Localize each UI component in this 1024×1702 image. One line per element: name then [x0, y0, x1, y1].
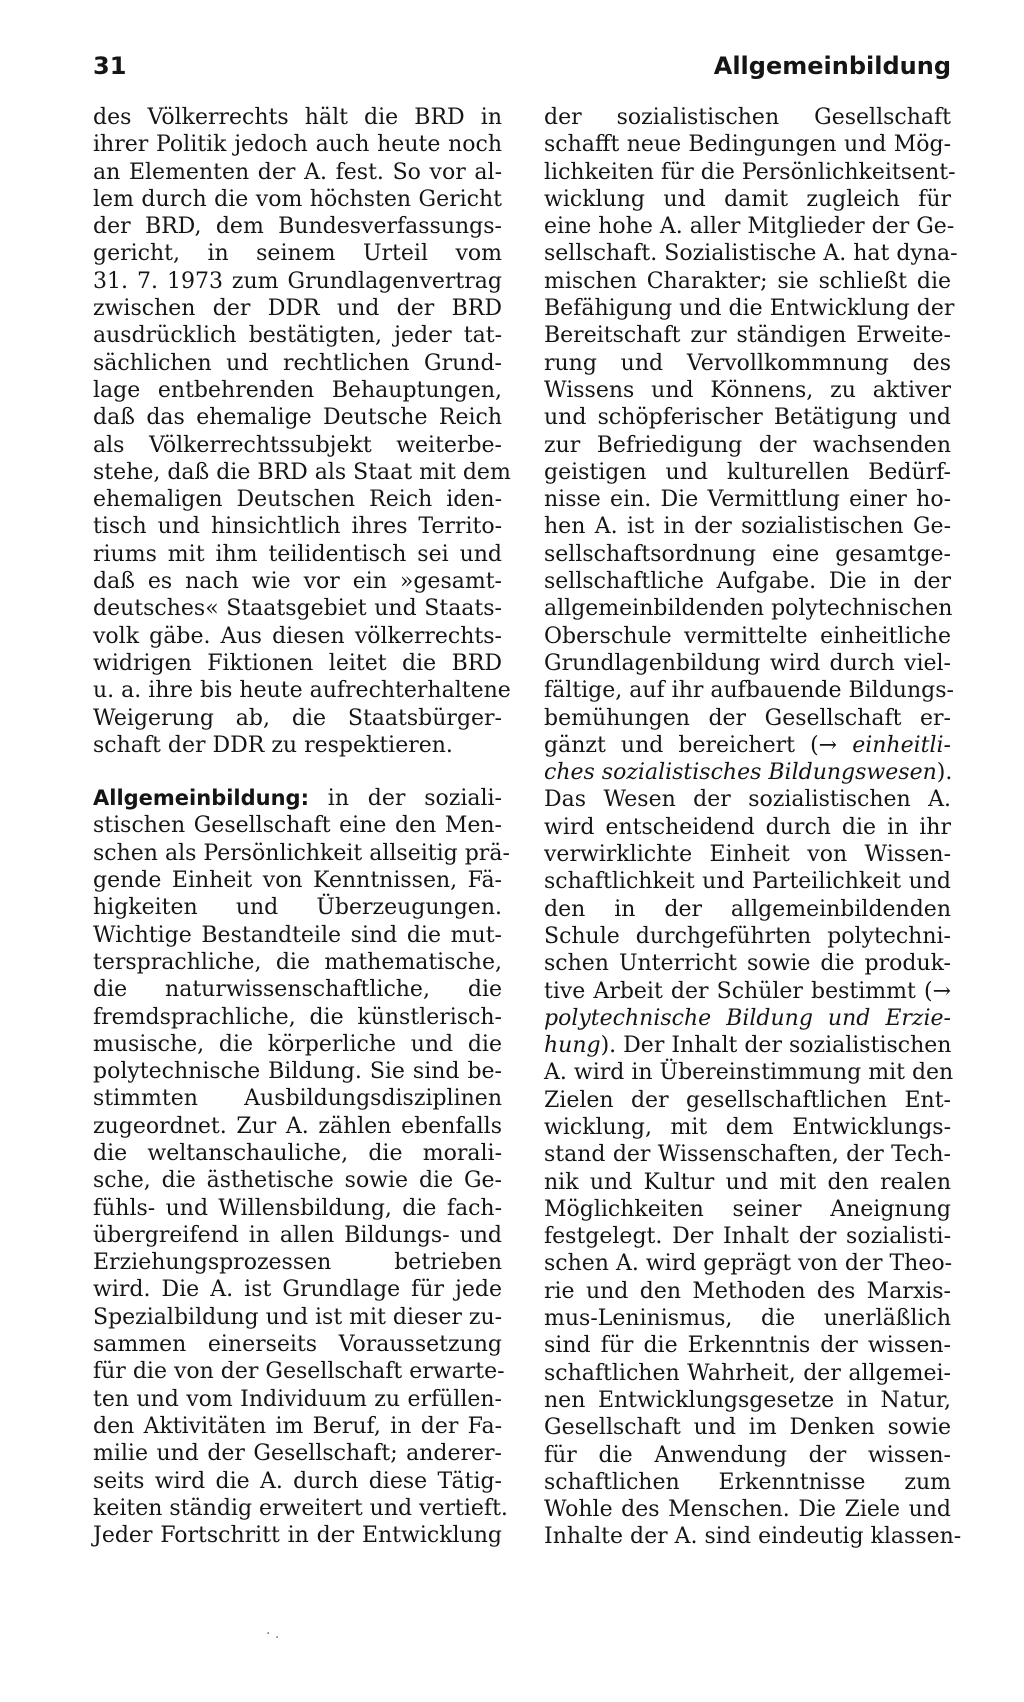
text-line: wird entscheidend durch die in ihr [544, 814, 951, 840]
text-line: fühls- und Willensbildung, die fach- [93, 1195, 502, 1221]
text-line: volk gäbe. Aus diesen völkerrechts- [93, 623, 502, 649]
cross-reference-arrow-icon: → [818, 732, 838, 758]
text-line: Erziehungsprozessen betrieben [93, 1250, 502, 1276]
text-line: der sozialistischen Gesellschaft [544, 105, 951, 130]
text-span: tive Arbeit der Schüler bestimmt ( [544, 978, 933, 1004]
text-line: Inhalte der A. sind eindeutig klassen- [544, 1524, 962, 1550]
text-line: Weigerung ab, die Staatsbürger- [93, 705, 502, 731]
text-line: schen A. wird geprägt von der Theo- [544, 1251, 953, 1277]
text-line: u. a. ihre bis heute aufrechterhaltene [93, 678, 511, 704]
text-line: Schule durchgeführten polytechni- [544, 923, 951, 949]
page-header [93, 52, 951, 86]
text-line: 31. 7. 1973 zum Grundlagenvertrag [93, 268, 502, 294]
text-line: den Aktivitäten im Beruf, in der Fa- [93, 1413, 502, 1439]
cross-reference-arrow-icon: → [932, 978, 951, 1004]
text-line: den in der allgemeinbildenden [544, 896, 951, 922]
text-line: schaftlichen Erkenntnisse zum [544, 1469, 951, 1495]
text-line: sellschaft. Sozialistische A. hat dyna- [544, 241, 958, 267]
text-line: sammen einerseits Voraussetzung [93, 1332, 502, 1358]
text-line: widrigen Fiktionen leitet die BRD [93, 650, 502, 676]
text-line: als Völkerrechtssubjekt weiterbe- [93, 432, 502, 458]
text-line: schaft der DDR zu respektieren. [93, 732, 453, 758]
text-line: die naturwissenschaftliche, die [93, 977, 502, 1003]
text-line: milie und der Gesellschaft; anderer- [93, 1441, 502, 1467]
text-line: schen Unterricht sowie die produk- [544, 951, 951, 977]
text-line: der BRD, dem Bundesverfassungs- [93, 214, 502, 240]
right-column [544, 104, 962, 1551]
text-line: ihrer Politik jedoch auch heute noch [93, 132, 502, 158]
text-line: riums mit ihm teilidentisch sei und [93, 541, 502, 567]
text-line: stand der Wissenschaften, der Tech- [544, 1142, 951, 1168]
text-line: higkeiten und Überzeugungen. [93, 895, 502, 921]
cross-reference-link[interactable]: ches sozialistisches Bildungswesen [544, 760, 937, 786]
text-line: ten und vom Individuum zu erfüllen- [93, 1386, 502, 1412]
text-line: A. wird in Übereinstimmung mit den [544, 1060, 954, 1086]
text-span: ). Der Inhalt der sozialistischen [600, 1033, 952, 1059]
entry-headword: Allgemeinbildung: [93, 786, 309, 811]
text-line: mus-Leninismus, die unerläßlich [544, 1306, 951, 1332]
text-line: lem durch die vom höchsten Gericht [93, 186, 502, 212]
text-line: fältige, auf ihr aufbauende Bildungs- [544, 678, 954, 704]
text-line: festgelegt. Der Inhalt der sozialisti- [544, 1224, 951, 1250]
text-line: musische, die körperliche und die [93, 1031, 502, 1057]
text-line: daß es nach wie vor ein »gesamt- [93, 569, 502, 595]
text-line: Zielen der gesellschaftlichen Ent- [544, 1087, 951, 1113]
entry-first-line [93, 785, 502, 812]
text-line: Spezialbildung und ist mit dieser zu- [93, 1304, 503, 1330]
text-line: Das Wesen der sozialistischen A. [544, 787, 951, 813]
text-line: wicklung, mit dem Entwicklungs- [544, 1114, 951, 1140]
cross-reference-line [544, 978, 951, 1005]
text-line: nik und Kultur und mit den realen [544, 1169, 951, 1195]
text-span: ). [936, 760, 953, 786]
text-line: des Völkerrechts hält die BRD in [93, 105, 502, 130]
paragraph-continuation [93, 104, 511, 759]
text-line: zur Befriedigung der wachsenden [544, 432, 951, 458]
text-line: nen Entwicklungsgesetze in Natur, [544, 1387, 951, 1413]
text-line: Möglichkeiten seiner Aneignung [544, 1196, 951, 1222]
text-line: bemühungen der Gesellschaft er- [544, 705, 951, 731]
text-line: deutsches« Staatsgebiet und Staats- [93, 596, 502, 622]
text-line: schafft neue Bedingungen und Mög- [544, 132, 951, 158]
text-line: schaftlichen Wahrheit, der allgemei- [544, 1360, 951, 1386]
text-line: zwischen der DDR und der BRD [93, 296, 502, 322]
text-line: gende Einheit von Kenntnissen, Fä- [93, 868, 502, 894]
cross-reference-line [544, 732, 951, 759]
cross-reference-line [544, 1005, 951, 1032]
running-head: Allgemeinbildung [713, 52, 951, 80]
text-line: Wissens und Könnens, zu aktiver [544, 377, 951, 403]
cross-reference-link[interactable]: einheitli- [837, 732, 951, 758]
text-line: sächlichen und rechtlichen Grund- [93, 350, 502, 376]
text-line: rung und Vervollkommnung des [544, 350, 951, 376]
text-line: Wichtige Bestandteile sind die mut- [93, 922, 502, 948]
text-line: sind für die Erkenntnis der wissen- [544, 1333, 951, 1359]
cross-reference-line [544, 759, 951, 786]
text-line: sche, die ästhetische sowie die Ge- [93, 1168, 502, 1194]
text-line: hen A. ist in der sozialistischen Ge- [544, 514, 951, 540]
text-line: schen als Persönlichkeit allseitig prä- [93, 840, 510, 866]
text-line: übergreifend in allen Bildungs- und [93, 1222, 502, 1248]
text-line: gericht, in seinem Urteil vom [93, 241, 502, 267]
text-line: für die Anwendung der wissen- [544, 1442, 951, 1468]
entry-first-line-text: in der soziali- [309, 786, 502, 812]
text-line: geistigen und kulturellen Bedürf- [544, 459, 951, 485]
text-line: Wohle des Menschen. Die Ziele und [544, 1497, 951, 1523]
text-span: gänzt und bereichert ( [544, 732, 819, 758]
text-line: Jeder Fortschritt in der Entwicklung [93, 1523, 502, 1549]
text-line: wird. Die A. ist Grundlage für jede [93, 1277, 502, 1303]
text-line: schaftlichkeit und Parteilichkeit und [544, 869, 951, 895]
left-column [93, 104, 511, 1549]
text-line: wicklung und damit zugleich für [544, 186, 951, 212]
footer-mark: · . [266, 1626, 280, 1642]
text-line: die weltanschauliche, die morali- [93, 1140, 502, 1166]
text-line: lage entbehrenden Behauptungen, [93, 377, 502, 403]
text-line: lichkeiten für die Persönlichkeitsent- [544, 159, 956, 185]
text-line: keiten ständig erweitert und vertieft. [93, 1495, 508, 1521]
text-line: an Elementen der A. fest. So vor al- [93, 159, 502, 185]
text-line: für die von der Gesellschaft erwarte- [93, 1359, 505, 1385]
text-line: sellschaftliche Aufgabe. Die in der [544, 569, 951, 595]
text-line: Oberschule vermittelte einheitliche [544, 623, 951, 649]
text-line: stischen Gesellschaft eine den Men- [93, 813, 502, 839]
text-line: zugeordnet. Zur A. zählen ebenfalls [93, 1113, 502, 1139]
text-line: tersprachliche, die mathematische, [93, 949, 502, 975]
text-line: ehemaligen Deutschen Reich iden- [93, 487, 502, 513]
dictionary-entry [93, 785, 510, 1549]
cross-reference-line [544, 1032, 951, 1059]
text-line: Gesellschaft und im Denken sowie [544, 1415, 951, 1441]
text-line: sellschaftsordnung eine gesamtge- [544, 541, 951, 567]
text-line: polytechnische Bildung. Sie sind be- [93, 1059, 502, 1085]
text-line: verwirklichte Einheit von Wissen- [544, 842, 951, 868]
text-line: und schöpferischer Betätigung und [544, 405, 951, 431]
text-line: rie und den Methoden des Marxis- [544, 1278, 951, 1304]
text-line: stehe, daß die BRD als Staat mit dem [93, 459, 511, 485]
text-line: ausdrücklich bestätigten, jeder tat- [93, 323, 502, 349]
text-line: Bereitschaft zur ständigen Erweite- [544, 323, 951, 349]
text-line: Befähigung und die Entwicklung der [544, 296, 955, 322]
cross-reference-link[interactable]: hung [544, 1033, 601, 1059]
text-line: allgemeinbildenden polytechnischen [544, 596, 953, 622]
text-line: nisse ein. Die Vermittlung einer ho- [544, 487, 951, 513]
cross-reference-link[interactable]: polytechnische Bildung und Erzie- [544, 1005, 951, 1031]
text-line: seits wird die A. durch diese Tätig- [93, 1468, 502, 1494]
text-line: eine hohe A. aller Mitglieder der Ge- [544, 214, 955, 240]
text-line: tisch und hinsichtlich ihres Territo- [93, 514, 502, 540]
text-line: mischen Charakter; sie schließt die [544, 268, 951, 294]
text-line: fremdsprachliche, die künstlerisch- [93, 1004, 502, 1030]
text-line: daß das ehemalige Deutsche Reich [93, 405, 502, 431]
text-line: stimmten Ausbildungsdisziplinen [93, 1086, 502, 1112]
text-line: Grundlagenbildung wird durch viel- [544, 650, 951, 676]
page-number: 31 [93, 52, 127, 80]
